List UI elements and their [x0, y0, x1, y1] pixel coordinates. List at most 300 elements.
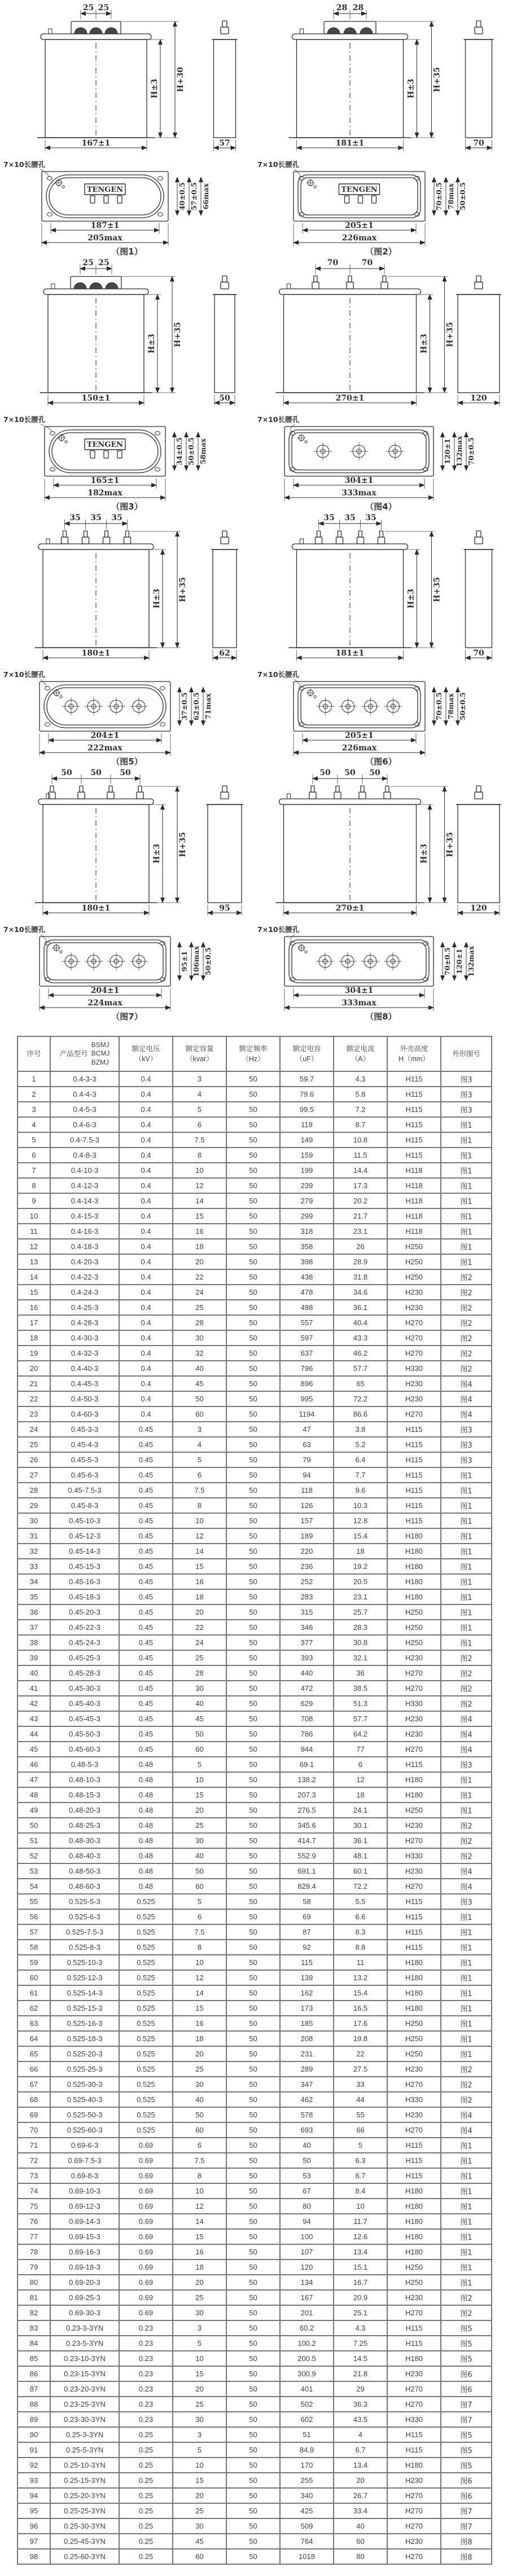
cell-capacitance: 100 — [280, 2229, 334, 2244]
table-row — [17, 1879, 492, 1894]
figure-diagram-7 — [0, 767, 254, 1022]
cell-current: 23.1 — [334, 1589, 387, 1604]
cell-voltage: 0.4 — [119, 1346, 173, 1361]
cell-current: 7.25 — [334, 2336, 387, 2351]
cell-no: 73 — [17, 2168, 50, 2183]
cell-no: 62 — [17, 2001, 50, 2016]
cell-capacitance: 92 — [280, 1940, 334, 1955]
cell-no: 10 — [17, 1208, 50, 1224]
figure-svg-4 — [254, 257, 508, 512]
cell-capacitance: 252 — [280, 1574, 334, 1589]
cell-current: 34.6 — [334, 1285, 387, 1300]
cell-capacity: 24 — [173, 1285, 226, 1300]
cell-frequency: 50 — [226, 2001, 280, 2016]
cell-no: 97 — [17, 2534, 50, 2549]
table-row — [17, 1102, 492, 1117]
cell-capacity: 30 — [173, 1330, 226, 1346]
cell-model: 0.525-7.5-3 — [50, 1924, 119, 1940]
cell-model: 0.48-5-3 — [50, 1757, 119, 1772]
cell-height: H270 — [387, 2397, 441, 2412]
cell-capacitance: 53 — [280, 2168, 334, 2183]
cell-height: H270 — [387, 1681, 441, 1696]
cell-height: H118 — [387, 1224, 441, 1239]
cell-figure: 图4 — [441, 2107, 492, 2122]
header-rated-current: 额定电流 （A） — [334, 1036, 387, 1071]
cell-model: 0.45-25-3 — [50, 1650, 119, 1665]
cell-frequency: 50 — [226, 1757, 280, 1772]
cell-figure: 图2 — [441, 1300, 492, 1315]
cell-frequency: 50 — [226, 1863, 280, 1879]
figure-row — [0, 257, 508, 512]
cell-voltage: 0.525 — [119, 2092, 173, 2107]
cell-no: 92 — [17, 2458, 50, 2473]
cell-capacity: 60 — [173, 1406, 226, 1422]
cell-capacity: 22 — [173, 1269, 226, 1285]
figure-svg-8 — [254, 767, 508, 1022]
table-row — [17, 2183, 492, 2199]
cell-capacity: 30 — [173, 2305, 226, 2320]
table-row — [17, 1848, 492, 1863]
cell-current: 5.5 — [334, 1894, 387, 1909]
cell-height: H180 — [387, 1772, 441, 1787]
cell-figure: 图1 — [441, 1620, 492, 1635]
cell-capacity: 25 — [173, 2503, 226, 2518]
cell-capacitance: 87 — [280, 1924, 334, 1940]
cell-model: 0.4-16-3 — [50, 1224, 119, 1239]
table-row — [17, 1193, 492, 1208]
cell-figure: 图4 — [441, 2122, 492, 2138]
cell-no: 42 — [17, 1696, 50, 1711]
cell-height: H115 — [387, 2168, 441, 2183]
cell-no: 79 — [17, 2260, 50, 2275]
cell-voltage: 0.45 — [119, 1422, 173, 1437]
cell-figure: 图4 — [441, 1879, 492, 1894]
cell-height: H115 — [387, 1422, 441, 1437]
cell-height: H230 — [387, 2534, 441, 2549]
cell-height: H115 — [387, 1148, 441, 1163]
cell-model: 0.525-25-3 — [50, 2061, 119, 2077]
cell-frequency: 50 — [226, 1528, 280, 1544]
cell-height: H230 — [387, 1650, 441, 1665]
cell-current: 33 — [334, 2077, 387, 2092]
cell-no: 90 — [17, 2427, 50, 2442]
cell-capacitance: 236 — [280, 1559, 334, 1574]
cell-figure: 图1 — [441, 2046, 492, 2061]
figure-caption: （图2） — [365, 247, 397, 257]
cell-frequency: 50 — [226, 1391, 280, 1406]
cell-current: 44 — [334, 2092, 387, 2107]
cell-model: 0.45-40-3 — [50, 1696, 119, 1711]
cell-no: 11 — [17, 1224, 50, 1239]
table-row — [17, 2260, 492, 2275]
table-row — [17, 2336, 492, 2351]
cell-figure: 图2 — [441, 1315, 492, 1330]
cell-no: 64 — [17, 2031, 50, 2046]
cell-figure: 图3 — [441, 1757, 492, 1772]
cell-figure: 图2 — [441, 1346, 492, 1361]
cell-model: 0.4-30-3 — [50, 1330, 119, 1346]
cell-current: 77 — [334, 1742, 387, 1757]
cell-current: 30.8 — [334, 1635, 387, 1650]
cell-capacitance: 139 — [280, 1970, 334, 1985]
cell-capacitance: 597 — [280, 1330, 334, 1346]
table-row — [17, 1742, 492, 1757]
cell-capacity: 50 — [173, 1726, 226, 1742]
cell-current: 10.3 — [334, 1498, 387, 1513]
slot-hole-label: 7×10长腰孔 — [257, 925, 300, 934]
cell-current: 29 — [334, 2381, 387, 2397]
cell-no: 3 — [17, 1102, 50, 1117]
cell-capacity: 30 — [173, 2077, 226, 2092]
table-row — [17, 2244, 492, 2260]
cell-model: 0.45-4-3 — [50, 1437, 119, 1452]
front-width-label: 270±1 — [335, 394, 365, 403]
cell-figure: 图1 — [441, 2244, 492, 2260]
cell-voltage: 0.525 — [119, 2031, 173, 2046]
table-row — [17, 1300, 492, 1315]
figure-caption: （图4） — [365, 502, 397, 512]
cell-current: 65 — [334, 1376, 387, 1391]
cell-capacity: 8 — [173, 2168, 226, 2183]
height-inner-label: H±3 — [419, 333, 429, 354]
cell-figure: 图1 — [441, 1635, 492, 1650]
cell-figure: 图1 — [441, 1985, 492, 2001]
cell-model: 0.45-20-3 — [50, 1604, 119, 1620]
cell-current: 60 — [334, 2534, 387, 2549]
top-width1-label: 205±1 — [345, 731, 374, 740]
table-row — [17, 1483, 492, 1498]
top-width2-label: 226max — [341, 234, 377, 243]
cell-no: 38 — [17, 1635, 50, 1650]
cell-no: 54 — [17, 1879, 50, 1894]
cell-capacity: 3 — [173, 1071, 226, 1087]
cell-voltage: 0.45 — [119, 1696, 173, 1711]
brand-logo: TENGEN — [86, 186, 124, 194]
table-row — [17, 1604, 492, 1620]
cell-figure: 图7 — [441, 2518, 492, 2534]
cell-height: H118 — [387, 1208, 441, 1224]
cell-capacity: 20 — [173, 1254, 226, 1269]
cell-current: 43.3 — [334, 1330, 387, 1346]
top-side-dim-label: 70±0.5 — [435, 692, 443, 720]
cell-model: 0.25-20-3YN — [50, 2488, 119, 2503]
top-width2-label: 182max — [87, 489, 122, 498]
cell-current: 7.7 — [334, 1467, 387, 1483]
cell-capacitance: 358 — [280, 1239, 334, 1254]
cell-frequency: 50 — [226, 2290, 280, 2305]
cell-figure: 图1 — [441, 2031, 492, 2046]
cell-capacitance: 425 — [280, 2503, 334, 2518]
table-row — [17, 2229, 492, 2244]
table-row — [17, 2153, 492, 2168]
cell-voltage: 0.525 — [119, 2107, 173, 2122]
cell-height: H230 — [387, 1726, 441, 1742]
top-side-dim-label: 78max — [446, 183, 455, 210]
side-width-label: 120 — [470, 904, 487, 913]
cell-model: 0.4-50-3 — [50, 1391, 119, 1406]
cell-frequency: 50 — [226, 1589, 280, 1604]
cell-no: 18 — [17, 1330, 50, 1346]
cell-capacity: 5 — [173, 1894, 226, 1909]
cell-voltage: 0.4 — [119, 1391, 173, 1406]
cell-height: H115 — [387, 2320, 441, 2336]
cell-no: 68 — [17, 2092, 50, 2107]
cell-current: 38.5 — [334, 1681, 387, 1696]
cell-current: 8.8 — [334, 1940, 387, 1955]
cell-no: 44 — [17, 1726, 50, 1742]
cell-voltage: 0.69 — [119, 2244, 173, 2260]
cell-frequency: 50 — [226, 1315, 280, 1330]
cell-capacity: 5 — [173, 1757, 226, 1772]
cell-no: 41 — [17, 1681, 50, 1696]
cell-no: 78 — [17, 2244, 50, 2260]
cell-figure: 图1 — [441, 2168, 492, 2183]
cell-capacity: 60 — [173, 2549, 226, 2564]
cell-current: 48.1 — [334, 1848, 387, 1863]
cell-frequency: 50 — [226, 2366, 280, 2381]
cell-no: 12 — [17, 1239, 50, 1254]
top-side-dim-label: 132max — [467, 946, 475, 977]
cell-no: 33 — [17, 1559, 50, 1574]
cell-frequency: 50 — [226, 1833, 280, 1848]
cell-model: 0.525-12-3 — [50, 1970, 119, 1985]
cell-figure: 图8 — [441, 2549, 492, 2564]
cell-capacitance: 189 — [280, 1528, 334, 1544]
cell-figure: 图2 — [441, 2092, 492, 2107]
cell-voltage: 0.525 — [119, 1970, 173, 1985]
table-row — [17, 1513, 492, 1528]
cell-no: 36 — [17, 1604, 50, 1620]
cell-capacitance: 40 — [280, 2138, 334, 2153]
cell-figure: 图5 — [441, 2336, 492, 2351]
cell-height: H230 — [387, 1285, 441, 1300]
height-inner-label: H±3 — [150, 78, 159, 99]
cell-current: 20 — [334, 2473, 387, 2488]
terminal-spacing-label: 35 — [90, 513, 102, 522]
cell-figure: 图7 — [441, 2412, 492, 2427]
cell-height: H230 — [387, 2473, 441, 2488]
cell-height: H250 — [387, 1239, 441, 1254]
cell-current: 5.2 — [334, 1437, 387, 1452]
cell-height: H250 — [387, 1635, 441, 1650]
figure-diagram-4 — [254, 257, 508, 512]
cell-no: 34 — [17, 1574, 50, 1589]
cell-figure: 图2 — [441, 1285, 492, 1300]
cell-capacitance: 629 — [280, 1696, 334, 1711]
cell-frequency: 50 — [226, 1620, 280, 1635]
side-width-label: 57 — [219, 139, 230, 148]
cell-model: 0.525-15-3 — [50, 2001, 119, 2016]
cell-frequency: 50 — [226, 2351, 280, 2366]
cell-no: 13 — [17, 1254, 50, 1269]
cell-capacitance: 557 — [280, 1315, 334, 1330]
top-side-dim-label: 120±1 — [443, 438, 452, 464]
table-row — [17, 1985, 492, 2001]
cell-figure: 图8 — [441, 2534, 492, 2549]
cell-model: 0.4-3-3 — [50, 1071, 119, 1087]
height-inner-label: H±3 — [406, 588, 416, 609]
cell-model: 0.23-25-3YN — [50, 2397, 119, 2412]
cell-voltage: 0.45 — [119, 1589, 173, 1604]
table-row — [17, 1635, 492, 1650]
front-width-label: 180±1 — [81, 904, 111, 913]
cell-voltage: 0.45 — [119, 1467, 173, 1483]
cell-capacitance: 60.2 — [280, 2320, 334, 2336]
table-row — [17, 1863, 492, 1879]
cell-frequency: 50 — [226, 1376, 280, 1391]
cell-model: 0.4-12-3 — [50, 1178, 119, 1193]
table-row — [17, 2351, 492, 2366]
cell-capacity: 24 — [173, 1635, 226, 1650]
cell-figure: 图1 — [441, 2229, 492, 2244]
cell-model: 0.525-18-3 — [50, 2031, 119, 2046]
cell-height: H115 — [387, 1498, 441, 1513]
top-side-dim-label: 50±0.5 — [458, 182, 467, 210]
cell-capacitance: 126 — [280, 1498, 334, 1513]
cell-voltage: 0.48 — [119, 1879, 173, 1894]
cell-capacity: 5 — [173, 1102, 226, 1117]
cell-frequency: 50 — [226, 1559, 280, 1574]
cell-height: H270 — [387, 1833, 441, 1848]
cell-voltage: 0.45 — [119, 1650, 173, 1665]
table-row — [17, 1391, 492, 1406]
cell-model: 0.45-16-3 — [50, 1574, 119, 1589]
cell-capacity: 7.5 — [173, 2153, 226, 2168]
cell-figure: 图6 — [441, 2488, 492, 2503]
cell-capacity: 25 — [173, 2397, 226, 2412]
cell-model: 0.45-28-3 — [50, 1665, 119, 1681]
cell-capacity: 5 — [173, 2442, 226, 2458]
cell-no: 22 — [17, 1391, 50, 1406]
cell-voltage: 0.69 — [119, 2275, 173, 2290]
cell-capacitance: 119 — [280, 1117, 334, 1132]
table-row — [17, 1589, 492, 1604]
cell-no: 72 — [17, 2153, 50, 2168]
cell-no: 56 — [17, 1909, 50, 1924]
cell-model: 0.45-50-3 — [50, 1726, 119, 1742]
cell-current: 17.3 — [334, 1178, 387, 1193]
cell-model: 0.48-50-3 — [50, 1863, 119, 1879]
table-body — [17, 1071, 492, 2564]
cell-model: 0.4-24-3 — [50, 1285, 119, 1300]
cell-model: 0.4-8-3 — [50, 1148, 119, 1163]
cell-capacitance: 47 — [280, 1422, 334, 1437]
cell-frequency: 50 — [226, 2138, 280, 2153]
cell-current: 4.3 — [334, 2320, 387, 2336]
cell-voltage: 0.4 — [119, 1102, 173, 1117]
cell-figure: 图1 — [441, 1574, 492, 1589]
cell-model: 0.69-15-3 — [50, 2229, 119, 2244]
cell-figure: 图5 — [441, 2320, 492, 2336]
header-outline-figure: 外形图号 — [441, 1036, 492, 1071]
cell-model: 0.23-3-3YN — [50, 2320, 119, 2336]
figure-svg-5 — [0, 512, 254, 767]
cell-no: 50 — [17, 1818, 50, 1833]
cell-current: 18 — [334, 1787, 387, 1803]
cell-current: 28.9 — [334, 1254, 387, 1269]
cell-height: H250 — [387, 2275, 441, 2290]
cell-current: 4 — [334, 2427, 387, 2442]
slot-hole-label: 7×10长腰孔 — [257, 415, 300, 424]
cell-model: 0.23-5-3YN — [50, 2336, 119, 2351]
cell-figure: 图1 — [441, 1787, 492, 1803]
terminal-spacing-label: 35 — [323, 513, 335, 522]
cell-height: H115 — [387, 2153, 441, 2168]
cell-height: H118 — [387, 1178, 441, 1193]
cell-model: 0.48-15-3 — [50, 1787, 119, 1803]
cell-capacity: 8 — [173, 1940, 226, 1955]
cell-current: 16.7 — [334, 2275, 387, 2290]
cell-capacitance: 1018 — [280, 2549, 334, 2564]
cell-no: 4 — [17, 1117, 50, 1132]
cell-no: 14 — [17, 1269, 50, 1285]
cell-current: 26 — [334, 1239, 387, 1254]
cell-no: 32 — [17, 1544, 50, 1559]
cell-capacitance: 170 — [280, 2458, 334, 2473]
cell-height: H270 — [387, 1742, 441, 1757]
cell-model: 0.25-30-3YN — [50, 2518, 119, 2534]
cell-frequency: 50 — [226, 2168, 280, 2183]
table-row — [17, 2107, 492, 2122]
cell-figure: 图3 — [441, 1071, 492, 1087]
table-row — [17, 2534, 492, 2549]
cell-model: 0.23-10-3YN — [50, 2351, 119, 2366]
header-case-height: 外壳高度 H（mm） — [387, 1036, 441, 1071]
cell-no: 6 — [17, 1148, 50, 1163]
cell-capacitance: 99.5 — [280, 1102, 334, 1117]
cell-capacitance: 63 — [280, 1437, 334, 1452]
cell-frequency: 50 — [226, 2549, 280, 2564]
cell-figure: 图4 — [441, 1406, 492, 1422]
cell-current: 8.3 — [334, 1924, 387, 1940]
cell-capacitance: 509 — [280, 2518, 334, 2534]
cell-height: H230 — [387, 1711, 441, 1726]
cell-voltage: 0.23 — [119, 2351, 173, 2366]
cell-current: 43.5 — [334, 2412, 387, 2427]
cell-model: 0.69-16-3 — [50, 2244, 119, 2260]
cell-figure: 图2 — [441, 2305, 492, 2320]
slot-hole-label: 7×10长腰孔 — [3, 925, 46, 934]
cell-model: 0.4-5-3 — [50, 1102, 119, 1117]
cell-figure: 图1 — [441, 1528, 492, 1544]
cell-capacitance: 300.9 — [280, 2366, 334, 2381]
cell-height: H270 — [387, 1330, 441, 1346]
terminal-spacing-label: 50 — [61, 768, 72, 777]
cell-current: 13.4 — [334, 2458, 387, 2473]
cell-frequency: 50 — [226, 1361, 280, 1376]
cell-figure: 图2 — [441, 1650, 492, 1665]
table-row — [17, 1681, 492, 1696]
cell-figure: 图2 — [441, 1269, 492, 1285]
slot-hole-label: 7×10长腰孔 — [3, 415, 46, 424]
cell-current: 8.7 — [334, 1117, 387, 1132]
cell-model: 0.69-25-3 — [50, 2290, 119, 2305]
cell-model: 0.4-20-3 — [50, 1254, 119, 1269]
cell-model: 0.23-15-3YN — [50, 2366, 119, 2381]
cell-frequency: 50 — [226, 1102, 280, 1117]
cell-capacity: 10 — [173, 2458, 226, 2473]
cell-height: H180 — [387, 2229, 441, 2244]
cell-frequency: 50 — [226, 2412, 280, 2427]
cell-capacitance: 440 — [280, 1665, 334, 1681]
figure-svg-1 — [0, 2, 254, 257]
cell-capacitance: 159 — [280, 1148, 334, 1163]
cell-no: 51 — [17, 1833, 50, 1848]
cell-frequency: 50 — [226, 1970, 280, 1985]
table-row — [17, 1833, 492, 1848]
cell-capacity: 20 — [173, 2381, 226, 2397]
table-row — [17, 1437, 492, 1452]
